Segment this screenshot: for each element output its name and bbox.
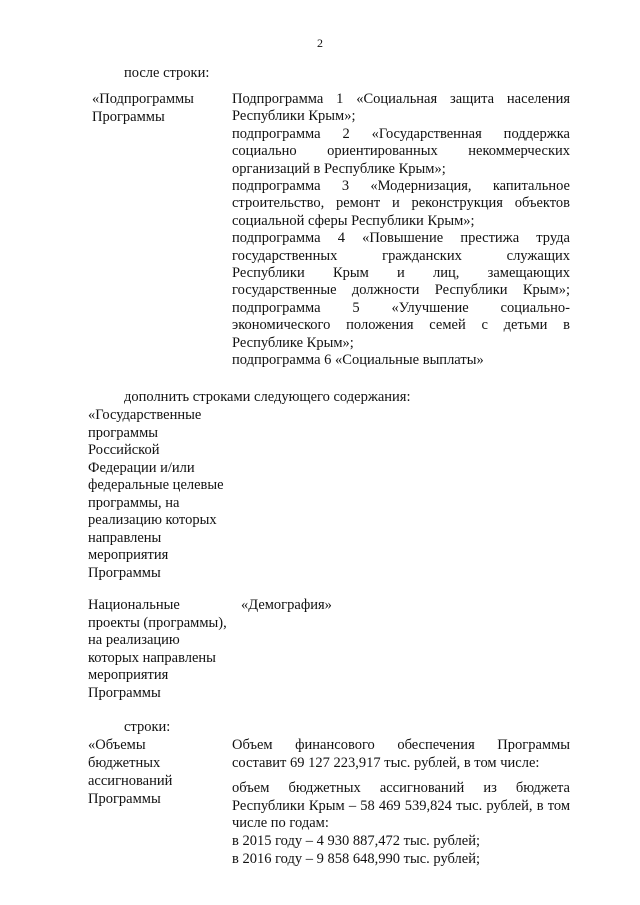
text-line: государственные должности Республики Крым»; — [232, 282, 570, 299]
text-line: составит 69 127 223,917 тыс. рублей, в том числе: — [232, 754, 540, 771]
label-line: направлены — [88, 529, 162, 546]
label-line: Национальные — [88, 597, 180, 613]
label-line: на реализацию — [88, 632, 180, 648]
section3-intro: строки: — [124, 719, 171, 735]
text-line: строительство, ремонт и реконструкция объектов — [232, 195, 570, 212]
text-line: подпрограмма 2 «Государственная поддержка — [232, 125, 570, 142]
text-line: числе по годам: — [232, 815, 329, 832]
label-line: Программы — [92, 109, 165, 125]
label-line: «Подпрограммы — [92, 91, 194, 107]
label-line: Федерации и/или — [88, 459, 195, 476]
label-line: ассигнований — [88, 773, 173, 789]
text-line: в 2015 году – 4 930 887,472 тыс. рублей; — [232, 833, 481, 849]
section2-row2-value: «Демография» — [241, 597, 332, 613]
label-line: мероприятия — [88, 547, 169, 563]
text-line: социальной сферы Республики Крым»; — [232, 212, 475, 229]
text-line: объем бюджетных ассигнований из бюджета — [232, 780, 570, 797]
text-line: социально ориентированных некоммерческих — [232, 143, 570, 160]
label-line: Российской — [88, 442, 160, 458]
label-line: «Объемы — [88, 737, 146, 753]
text-line: государственных гражданских служащих — [232, 247, 570, 264]
label-line: реализацию которых — [88, 512, 217, 528]
text-line: подпрограмма 5 «Улучшение социально- — [232, 299, 570, 316]
label-line: которых направлены — [88, 649, 216, 666]
label-line: мероприятия — [88, 667, 169, 683]
text-line: подпрограмма 6 «Социальные выплаты» — [232, 352, 484, 368]
label-line: Программы — [88, 791, 161, 807]
label-line: Программы — [88, 684, 161, 701]
section1-intro: после строки: — [124, 65, 210, 81]
label-line: бюджетных — [88, 755, 161, 771]
text-line: Объем финансового обеспечения Программы — [232, 737, 570, 753]
text-line: экономического положения семей с детьми в — [232, 317, 570, 334]
text-line: Республики Крым – 58 469 539,824 тыс. рублей, в том — [232, 797, 570, 814]
text-line: Республики Крым»; — [232, 108, 356, 125]
text-line: подпрограмма 3 «Модернизация, капитальное — [232, 178, 570, 194]
page-number: 2 — [317, 36, 323, 50]
label-line: Программы — [88, 564, 161, 581]
label-line: федеральные целевые — [88, 477, 224, 493]
text-line: Республике Крым»; — [232, 334, 354, 351]
text-line: в 2016 году – 9 858 648,990 тыс. рублей; — [232, 850, 481, 867]
text-line: организаций в Республике Крым»; — [232, 160, 446, 177]
label-line: программы — [88, 424, 158, 441]
label-line: «Государственные — [88, 407, 202, 423]
text-line: Республики Крым и лиц, замещающих — [232, 265, 570, 281]
label-line: проекты (программы), — [88, 614, 227, 631]
section2-intro: дополнить строками следующего содержания: — [124, 389, 411, 405]
text-line: подпрограмма 4 «Повышение престижа труда — [232, 230, 570, 247]
label-line: программы, на — [88, 494, 180, 511]
text-line: Подпрограмма 1 «Социальная защита населения — [232, 91, 570, 107]
